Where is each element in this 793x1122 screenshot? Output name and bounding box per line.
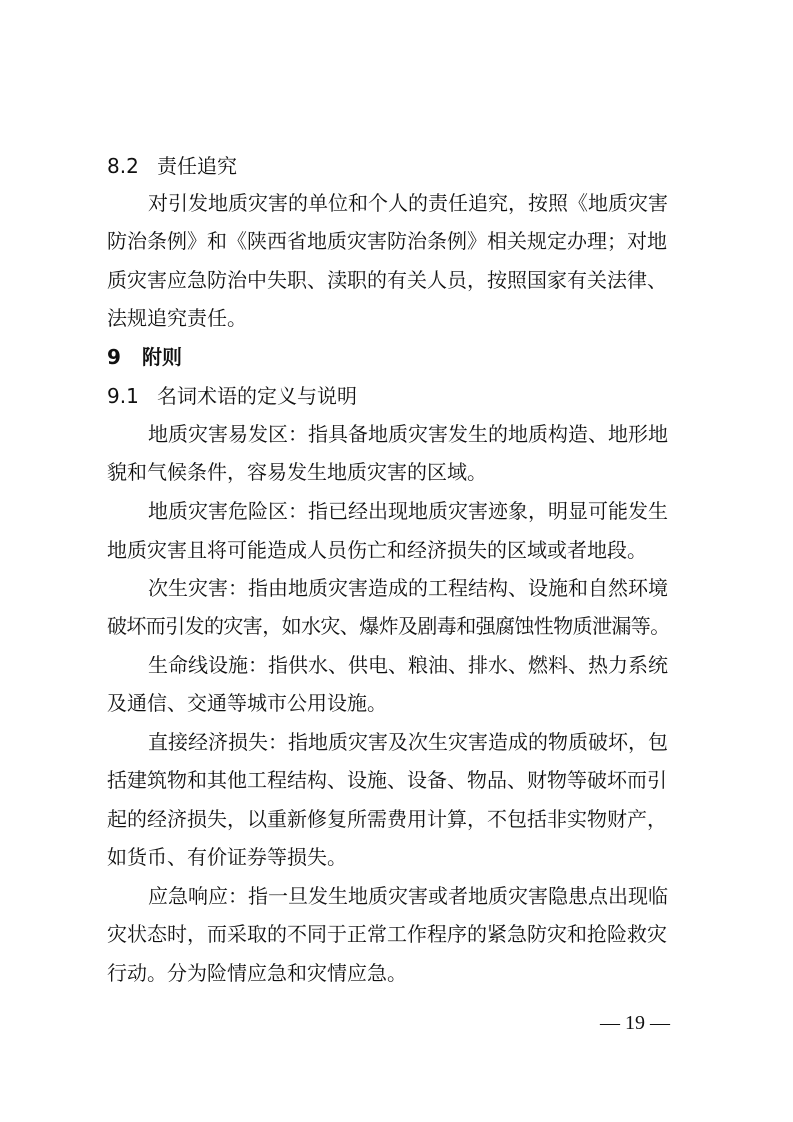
- definition-line: 破坏而引发的灾害，如水灾、爆炸及剧毒和强腐蚀性物质泄漏等。: [107, 614, 670, 638]
- section-title: 责任追究: [157, 154, 237, 178]
- section-heading-9: [107, 341, 182, 370]
- paragraph-line: 质灾害应急防治中失职、渎职的有关人员，按照国家有关法律、: [107, 268, 667, 292]
- definition-line: 地质灾害且将可能造成人员伤亡和经济损失的区域或者地段。: [107, 538, 647, 562]
- definition-line: 行动。分为险情应急和灾情应急。: [107, 961, 407, 985]
- definition-line: 及通信、交通等城市公用设施。: [107, 691, 387, 715]
- paragraph-line: 法规追究责任。: [107, 306, 247, 330]
- definition-line: 貌和气候条件，容易发生地质灾害的区域。: [107, 460, 487, 484]
- section-number: 9.1: [107, 384, 139, 408]
- definition-line: 地质灾害易发区：指具备地质灾害发生的地质构造、地形地: [148, 422, 668, 446]
- section-number: 8.2: [107, 154, 139, 178]
- paragraph-line: 防治条例》和《陕西省地质灾害防治条例》相关规定办理；对地: [107, 229, 667, 253]
- section-title: 名词术语的定义与说明: [157, 384, 357, 408]
- definition-line: 括建筑物和其他工程结构、设施、设备、物品、财物等破坏而引: [107, 768, 667, 792]
- definition-line: 如货币、有价证券等损失。: [107, 845, 347, 869]
- section-title: 附则: [142, 345, 182, 369]
- section-heading-8-2: [107, 150, 237, 179]
- definition-line: 直接经济损失：指地质灾害及次生灾害造成的物质破坏，包: [148, 730, 668, 754]
- page-number: — 19 —: [600, 1012, 670, 1034]
- definition-line: 灾状态时，而采取的不同于正常工作程序的紧急防灾和抢险救灾: [107, 922, 667, 946]
- definition-line: 地质灾害危险区：指已经出现地质灾害迹象，明显可能发生: [148, 499, 668, 523]
- definition-line: 起的经济损失，以重新修复所需费用计算，不包括非实物财产，: [107, 807, 667, 831]
- section-number: 9: [107, 345, 121, 369]
- definition-line: 生命线设施：指供水、供电、粮油、排水、燃料、热力系统: [148, 653, 668, 677]
- definition-line: 应急响应：指一旦发生地质灾害或者地质灾害隐患点出现临: [148, 884, 668, 908]
- section-heading-9-1: [107, 380, 357, 409]
- paragraph-line: 对引发地质灾害的单位和个人的责任追究，按照《地质灾害: [148, 191, 668, 215]
- definition-line: 次生灾害：指由地质灾害造成的工程结构、设施和自然环境: [148, 576, 668, 600]
